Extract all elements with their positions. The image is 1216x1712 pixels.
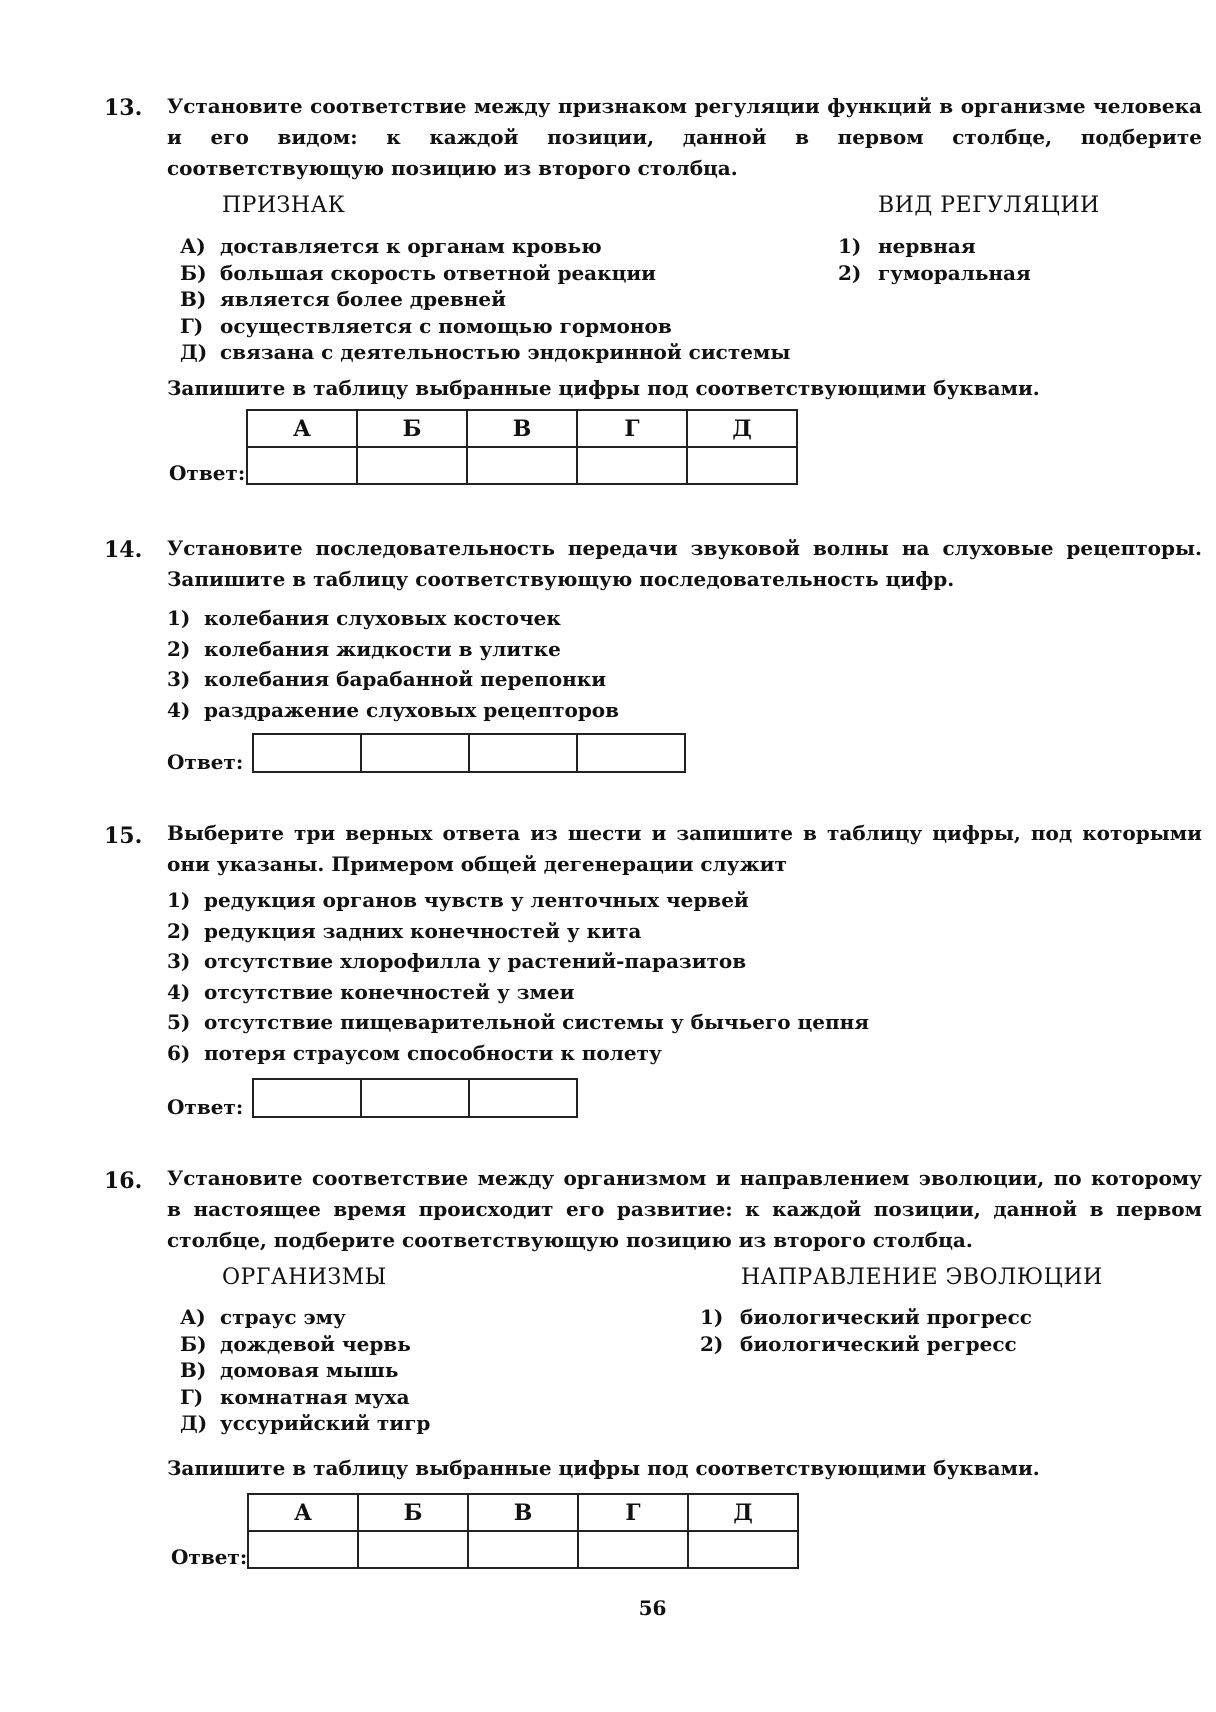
answer-table	[252, 1078, 578, 1118]
list-item: Г) комнатная муха	[180, 1384, 410, 1409]
question-number: 15.	[104, 823, 143, 849]
answer-label: Ответ:	[167, 1095, 244, 1119]
answer-cell[interactable]	[361, 734, 469, 772]
list-item: А) доставляется к органам кровью	[180, 234, 602, 258]
answer-label: Ответ:	[167, 750, 244, 774]
answer-cell[interactable]	[357, 447, 467, 484]
answer-cell[interactable]	[358, 1531, 468, 1568]
answer-table	[252, 733, 686, 773]
list-item: 3) колебания барабанной перепонки	[167, 667, 607, 691]
table-instruction: Запишите в таблицу выбранные цифры под соответствующими буквами.	[167, 1456, 1040, 1480]
list-item: 4) раздражение слуховых рецепторов	[167, 697, 620, 722]
table-header-cell: Д	[688, 1494, 798, 1531]
list-item: Б) большая скорость ответной реакции	[180, 260, 657, 285]
table-header-cell: Г	[578, 1494, 688, 1531]
answer-cell[interactable]	[577, 734, 685, 772]
question-number: 14.	[104, 537, 143, 563]
table-header-cell: В	[467, 410, 577, 447]
list-item: 4) отсутствие конечностей у змеи	[167, 979, 575, 1004]
answer-label: Ответ:	[169, 461, 246, 485]
list-item: В) домовая мышь	[180, 1358, 399, 1382]
question-text: Выберите три верных ответа из шести и запишите в таблицу цифры, под которыми они указаны. Примером общей дегенерации служит	[167, 821, 1202, 876]
left-column-header: ПРИЗНАК	[222, 193, 346, 218]
answer-cell[interactable]	[247, 447, 357, 484]
left-options-list	[180, 233, 790, 366]
options-list	[167, 885, 869, 1068]
list-item: 1) колебания слуховых косточек	[167, 606, 561, 630]
left-column-header: ОРГАНИЗМЫ	[222, 1265, 387, 1290]
list-item: 6) потеря страусом способности к полету	[167, 1040, 662, 1065]
list-item: Б) дождевой червь	[180, 1331, 411, 1356]
answer-label: Ответ:	[171, 1545, 248, 1569]
question-text: Установите соответствие между организмом и направлением эволюции, по которому в настоящее время происходит его развитие: к каждой позиции, данной в первом столбце, подберите соответствующую позицию из второго столбца.	[167, 1166, 1202, 1252]
list-item: В) является более древней	[180, 287, 506, 311]
answer-cell[interactable]	[688, 1531, 798, 1568]
answer-table	[246, 409, 798, 485]
answer-cell[interactable]	[468, 1531, 578, 1568]
table-header-cell: В	[468, 1494, 578, 1531]
options-list	[167, 603, 619, 725]
table-header-cell: Д	[687, 410, 797, 447]
table-header-cell: Г	[577, 410, 687, 447]
list-item: Д) уссурийский тигр	[180, 1411, 431, 1435]
question-number: 13.	[104, 95, 143, 121]
right-column-header: ВИД РЕГУЛЯЦИИ	[878, 193, 1100, 218]
question-text: Установите последовательность передачи звуковой волны на слуховые рецепторы. Запишите в таблицу соответствующую последовательность цифр.	[167, 536, 1202, 591]
question-text: Установите соответствие между признаком регуляции функций в организме человека и его видом: к каждой позиции, данной в первом столбце, подберите соответствующую позицию из второго столбца.	[167, 94, 1202, 180]
answer-cell[interactable]	[469, 734, 577, 772]
right-options-list	[838, 233, 1031, 286]
page-number: 56	[638, 1596, 667, 1620]
answer-cell[interactable]	[361, 1079, 469, 1117]
list-item: 1) биологический прогресс	[700, 1305, 1032, 1329]
list-item: А) страус эму	[180, 1305, 346, 1329]
answer-cell[interactable]	[577, 447, 687, 484]
answer-cell[interactable]	[687, 447, 797, 484]
list-item: 2) биологический регресс	[700, 1331, 1017, 1356]
question-number: 16.	[104, 1168, 143, 1194]
table-header-cell: Б	[357, 410, 467, 447]
answer-cell[interactable]	[248, 1531, 358, 1568]
table-header-cell: А	[247, 410, 357, 447]
list-item: 1) редукция органов чувств у ленточных червей	[167, 888, 749, 912]
list-item: Г) осуществляется с помощью гормонов	[180, 313, 672, 338]
answer-table	[247, 1493, 799, 1569]
list-item: 2) гуморальная	[838, 260, 1031, 285]
answer-cell[interactable]	[253, 1079, 361, 1117]
list-item: 2) колебания жидкости в улитке	[167, 636, 561, 661]
right-options-list	[700, 1304, 1032, 1357]
list-item: 3) отсутствие хлорофилла у растений-паразитов	[167, 949, 747, 973]
left-options-list	[180, 1304, 430, 1437]
list-item: 2) редукция задних конечностей у кита	[167, 918, 642, 943]
list-item: Д) связана с деятельностью эндокринной системы	[180, 340, 791, 364]
answer-cell[interactable]	[578, 1531, 688, 1568]
list-item: 1) нервная	[838, 234, 976, 258]
list-item: 5) отсутствие пищеварительной системы у бычьего цепня	[167, 1010, 870, 1034]
answer-cell[interactable]	[467, 447, 577, 484]
right-column-header: НАПРАВЛЕНИЕ ЭВОЛЮЦИИ	[741, 1265, 1103, 1290]
table-header-cell: А	[248, 1494, 358, 1531]
table-instruction: Запишите в таблицу выбранные цифры под соответствующими буквами.	[167, 376, 1040, 400]
answer-cell[interactable]	[469, 1079, 577, 1117]
table-header-cell: Б	[358, 1494, 468, 1531]
answer-cell[interactable]	[253, 734, 361, 772]
